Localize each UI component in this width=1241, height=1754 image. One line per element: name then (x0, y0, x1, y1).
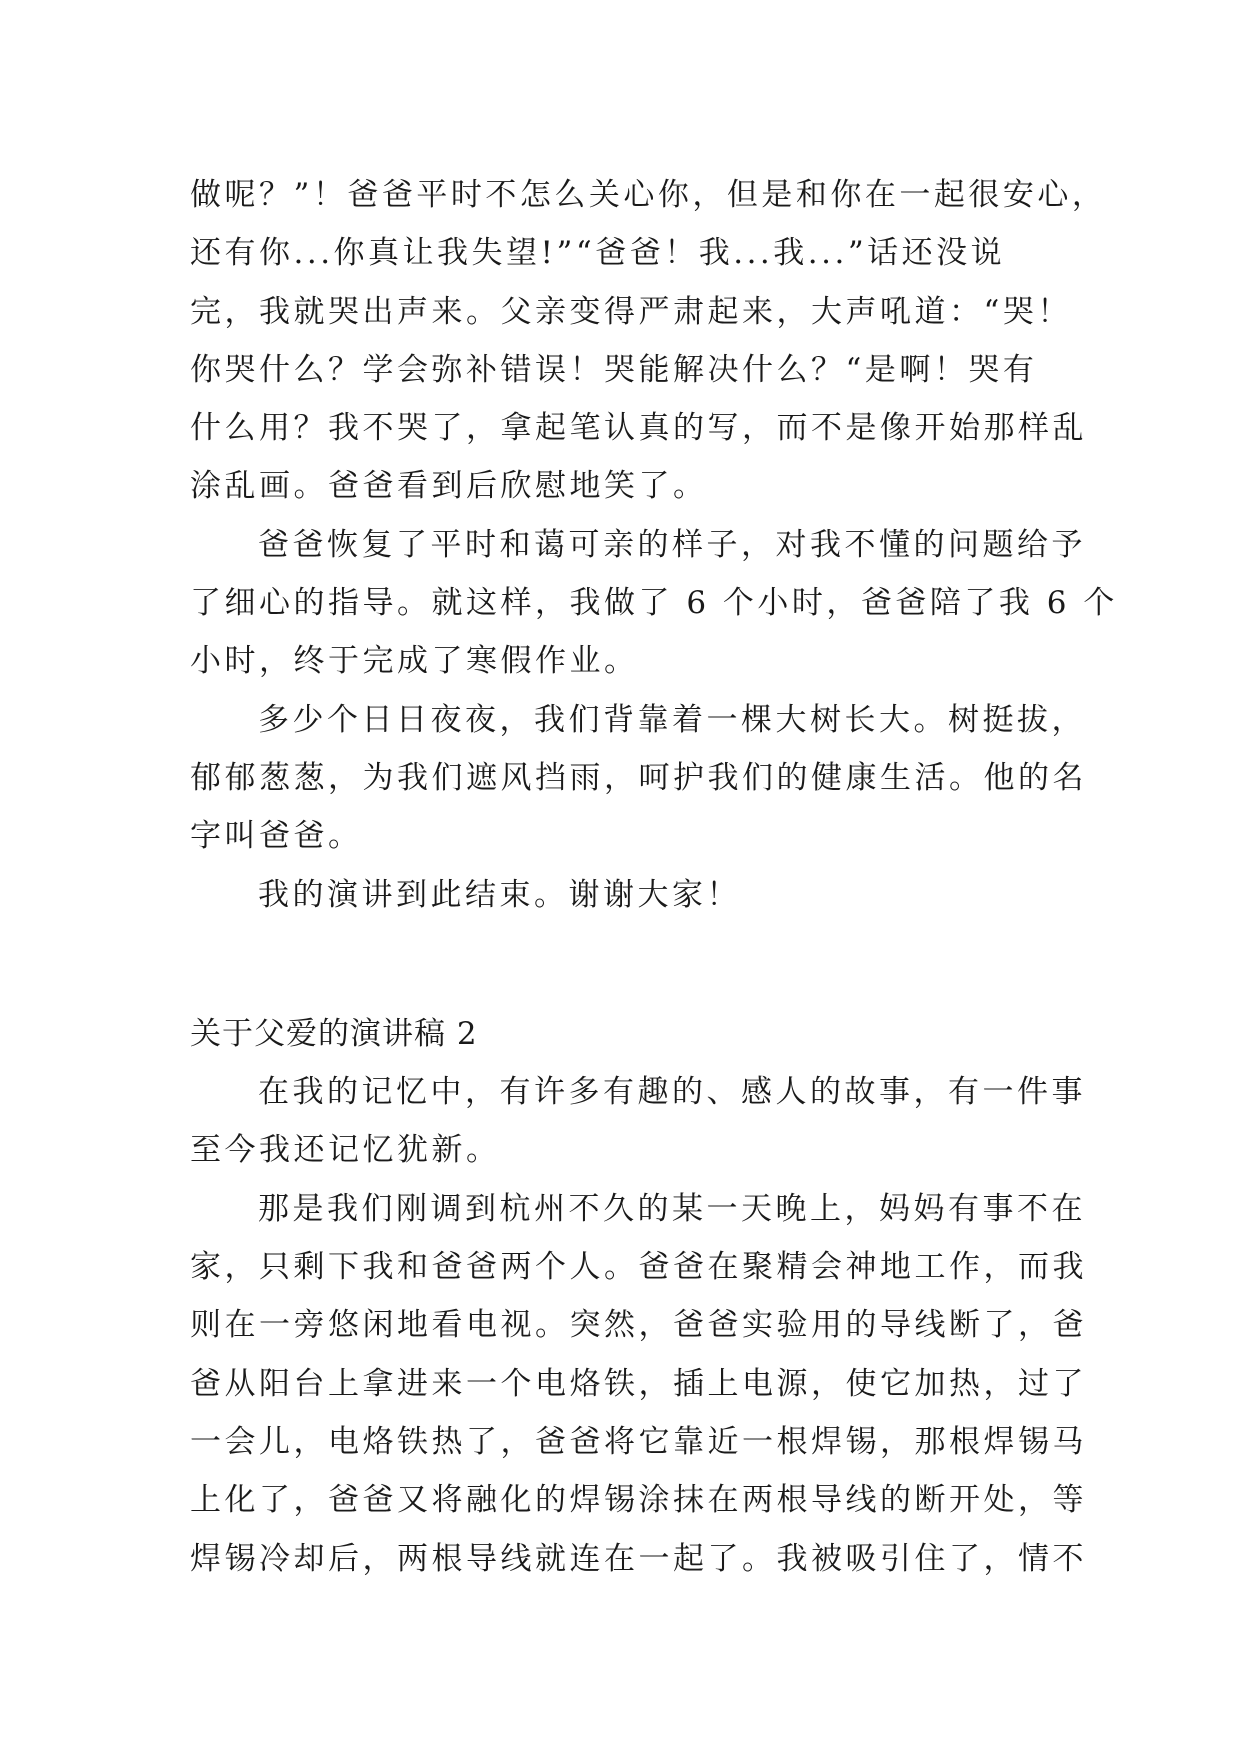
paragraph-line: 一会儿，电烙铁热了，爸爸将它靠近一根焊锡，那根焊锡马 (190, 1423, 1087, 1460)
paragraph-line: 爸爸恢复了平时和蔼可亲的样子，对我不懂的问题给予 (258, 526, 1086, 563)
paragraph-line: 则在一旁悠闲地看电视。突然，爸爸实验用的导线断了，爸 (190, 1307, 1087, 1344)
paragraph-line: 焊锡冷却后，两根导线就连在一起了。我被吸引住了，情不 (190, 1540, 1087, 1577)
paragraph-line: 还有你...你真让我失望!”“爸爸！我...我...”话还没说 (190, 235, 1006, 272)
paragraph-line: 上化了，爸爸又将融化的焊锡涂抹在两根导线的断开处，等 (190, 1482, 1087, 1519)
section-heading: 关于父爱的演讲稿 2 (190, 1015, 478, 1052)
document-body (190, 166, 1118, 1588)
paragraph-line: 家，只剩下我和爸爸两个人。爸爸在聚精会神地工作，而我 (190, 1249, 1087, 1286)
paragraph-line: 小时，终于完成了寒假作业。 (190, 643, 639, 680)
paragraph-line: 做呢？”！爸爸平时不怎么关心你，但是和你在一起很安心， (190, 177, 1107, 213)
paragraph-line: 字叫爸爸。 (190, 818, 363, 855)
paragraph-line: 涂乱画。爸爸看到后欣慰地笑了。 (190, 468, 708, 505)
paragraph-line: 你哭什么？学会弥补错误！哭能解决什么？“是啊！哭有 (190, 351, 1038, 388)
paragraph-line: 完，我就哭出声来。父亲变得严肃起来，大声吼道：“哭！ (190, 293, 1072, 330)
paragraph-line: 至今我还记忆犹新。 (190, 1132, 501, 1169)
section-spacer (190, 924, 1070, 1005)
paragraph-line: 多少个日日夜夜，我们背靠着一棵大树长大。树挺拔， (258, 701, 1086, 738)
paragraph-line: 爸从阳台上拿进来一个电烙铁，插上电源，使它加热，过了 (190, 1365, 1087, 1402)
paragraph-line: 郁郁葱葱，为我们遮风挡雨，呵护我们的健康生活。他的名 (190, 759, 1087, 796)
paragraph-line: 在我的记忆中，有许多有趣的、感人的故事，有一件事 (258, 1074, 1086, 1111)
paragraph-line: 什么用？我不哭了，拿起笔认真的写，而不是像开始那样乱 (190, 410, 1087, 447)
paragraph-line: 了细心的指导。就这样，我做了 6 个小时，爸爸陪了我 6 个 (190, 585, 1118, 622)
paragraph-line: 我的演讲到此结束。谢谢大家！ (258, 876, 741, 913)
paragraph-line: 那是我们刚调到杭州不久的某一天晚上，妈妈有事不在 (258, 1190, 1086, 1227)
